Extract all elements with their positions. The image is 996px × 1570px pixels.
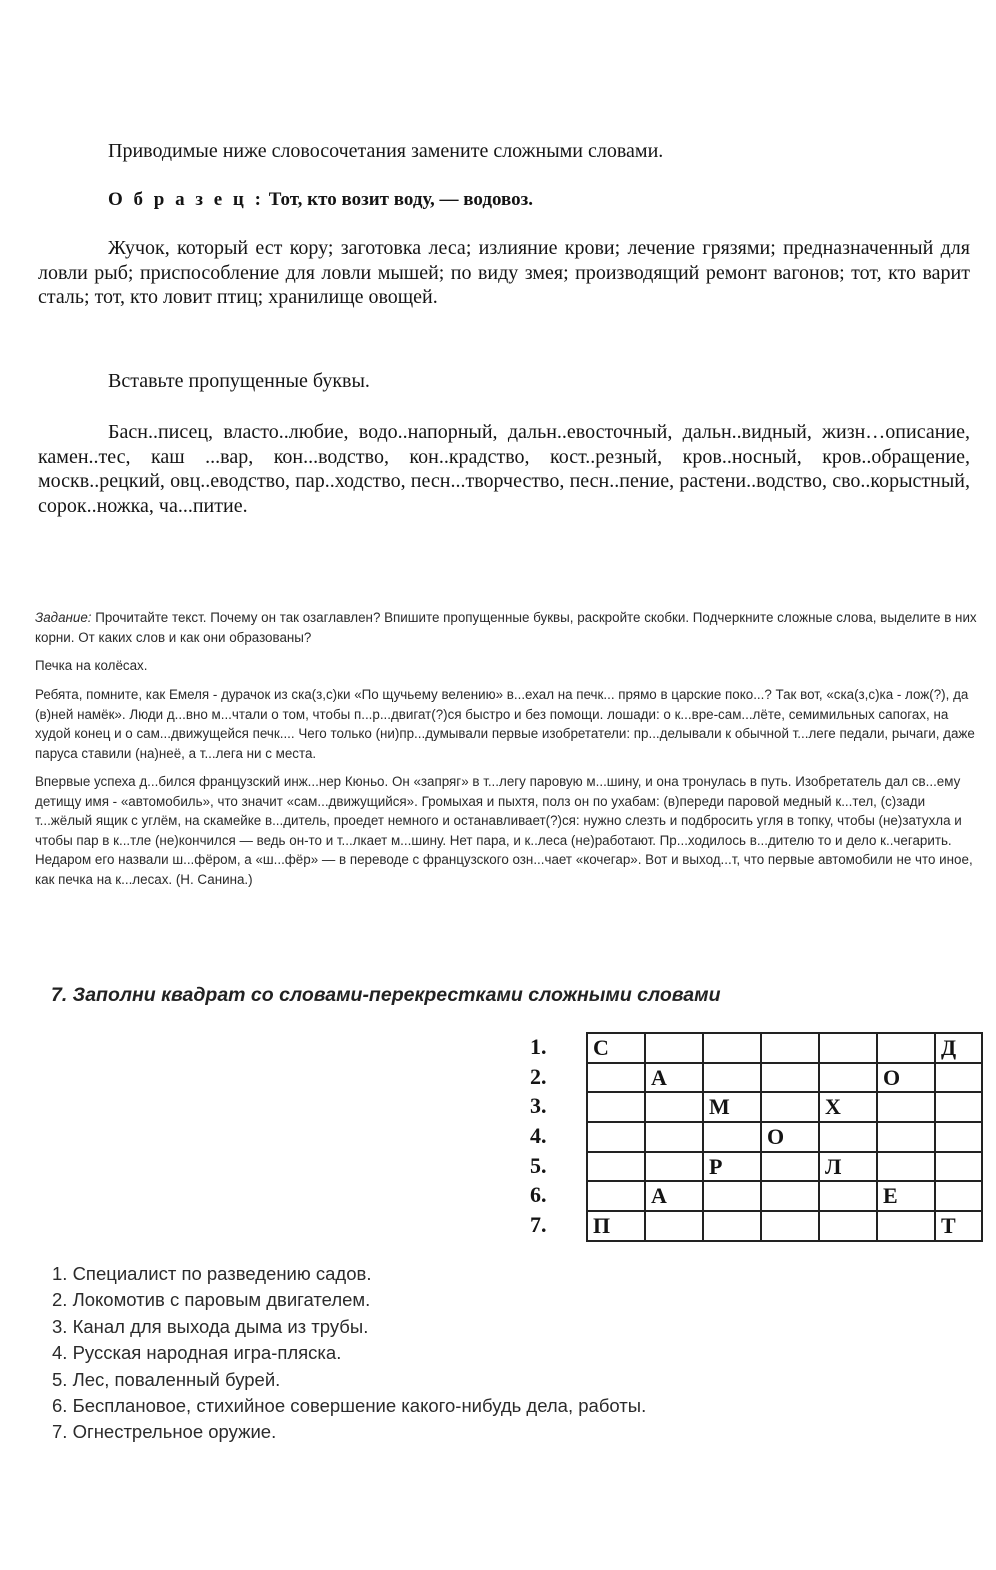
crossword-row [587,1181,982,1211]
task1-example [108,189,533,211]
crossword-cell[interactable] [645,1152,703,1182]
crossword-cell[interactable] [819,1181,877,1211]
crossword-cell[interactable]: Л [819,1152,877,1182]
row-number: 2. [530,1063,547,1089]
clue-item: 5. Лес, поваленный бурей. [52,1368,281,1390]
crossword-cell[interactable] [587,1122,645,1152]
crossword-cell[interactable] [587,1092,645,1122]
crossword-cell[interactable] [935,1122,982,1152]
crossword-cell[interactable] [819,1033,877,1063]
crossword-cell[interactable] [935,1152,982,1182]
example-label: О б р а з е ц : [108,189,264,210]
task1-text: Жучок, который ест кору; заготовка леса; излияние крови; лечение грязями; предназначенный для ловли рыб; приспособление для ловли мышей; по виду змея; производящий ремонт вагонов; тот, кто варит сталь; тот, кто ловит птиц; хранилище овощей. [38,237,970,308]
row-number: 6. [530,1182,547,1208]
crossword-cell[interactable] [703,1033,761,1063]
crossword-cell[interactable]: А [645,1181,703,1211]
crossword-cell[interactable] [877,1092,935,1122]
crossword-cell[interactable]: О [761,1122,819,1152]
row-number: 3. [530,1093,547,1119]
crossword-cell[interactable] [761,1181,819,1211]
clue-item: 7. Огнестрельное оружие. [52,1421,277,1443]
crossword-cell[interactable] [877,1152,935,1182]
clue-item: 6. Бесплановое, стихийное совершение какого-нибудь дела, работы. [52,1395,647,1417]
crossword-cell[interactable] [877,1122,935,1152]
crossword-cell[interactable] [587,1181,645,1211]
crossword-cell[interactable]: О [877,1063,935,1093]
crossword-cell[interactable]: П [587,1211,645,1241]
task3-text: Прочитайте текст. Почему он так озаглавлен? Впишите пропущенные буквы, раскройте скобки. Подчеркните сложные слова, выделите в них корни. От каких слов и как они образованы? [35,610,977,645]
row-number: 7. [530,1212,547,1238]
crossword-heading: 7. Заполни квадрат со словами-перекрестками сложными словами [51,984,721,1006]
story-paragraph-1: Ребята, помните, как Емеля - дурачок из ска(з,с)ки «По щучьему велению» в...ехал на печк... прямо в царские поко...? Так вот, «ска(з,с)ка - лож(?), да (в)ней намёк». Люди д...вно м...чтали о том, чтобы п...р...двигат(?)ся быстро и без помощи. лошади: о к...вре-сам...лёте, семимильных сапогах, на худой конец и о сам...движущейся печк.... Чего только (ни)пр...думывали первые изобретатели: пр...делывали к обычной т...леге педали, рычаги, даже паруса ставили (на)неё, а т...лега ни с места. [35,687,975,761]
crossword-cell[interactable]: Р [703,1152,761,1182]
crossword-cell[interactable] [761,1033,819,1063]
row-number: 5. [530,1152,547,1178]
crossword-cell[interactable] [761,1063,819,1093]
crossword-cell[interactable] [761,1092,819,1122]
crossword-row [587,1063,982,1093]
crossword-cell[interactable] [645,1211,703,1241]
crossword-cell[interactable] [819,1122,877,1152]
task2-text: Басн..писец, власто..любие, водо..напорный, дальн..евосточный, дальн..видный, жизн…описание, камен..тес, каш ...вар, кон...водство, кон..крадство, кост..резный, кров..носный, кров..обращение, москв..рецкий, овц..еводство, пар..ходство, песн...творчество, песн..пение, растени..водство, сво..корыстный, сорок..ножка, ча...питие. [38,421,970,517]
crossword-row [587,1033,982,1063]
crossword-cell[interactable] [877,1211,935,1241]
crossword-cell[interactable] [703,1122,761,1152]
crossword-grid [586,1032,983,1242]
row-numbers [530,1032,570,1240]
crossword-cell[interactable]: Х [819,1092,877,1122]
clue-item: 1. Специалист по разведению садов. [52,1263,372,1284]
example-text: Тот, кто возит воду, — водовоз. [268,189,534,210]
crossword-row [587,1092,982,1122]
crossword-row [587,1211,982,1241]
crossword-cell[interactable] [819,1063,877,1093]
crossword-cell[interactable] [935,1181,982,1211]
task1-instruction: Приводимые ниже словосочетания замените сложными словами. [108,140,664,162]
crossword-cell[interactable] [935,1092,982,1122]
crossword-cell[interactable] [645,1092,703,1122]
crossword-cell[interactable] [587,1152,645,1182]
task2-instruction: Вставьте пропущенные буквы. [108,370,370,392]
crossword-cell[interactable] [645,1033,703,1063]
crossword-cell[interactable]: С [587,1033,645,1063]
crossword-cell[interactable] [645,1122,703,1152]
crossword-cell[interactable] [703,1211,761,1241]
task3-instruction [35,608,985,647]
crossword-cell[interactable] [819,1211,877,1241]
clue-item: 2. Локомотив с паровым двигателем. [52,1289,371,1311]
crossword-cell[interactable]: Е [877,1181,935,1211]
crossword-row [587,1152,982,1182]
crossword-cell[interactable]: А [645,1063,703,1093]
crossword-cell[interactable]: М [703,1092,761,1122]
crossword-cell[interactable] [761,1152,819,1182]
crossword-row [587,1122,982,1152]
clue-item: 3. Канал для выхода дыма из трубы. [52,1315,369,1337]
row-number: 4. [530,1123,547,1149]
clue-list [52,1261,646,1446]
row-number: 1. [530,1034,547,1059]
story-title: Печка на колёсах. [35,658,148,673]
crossword-cell[interactable] [703,1063,761,1093]
crossword-cell[interactable] [935,1063,982,1093]
crossword-cell[interactable] [703,1181,761,1211]
crossword-cell[interactable] [587,1063,645,1093]
crossword-cell[interactable]: Д [935,1033,982,1063]
clue-item: 4. Русская народная игра-пляска. [52,1342,342,1364]
crossword-cell[interactable] [761,1211,819,1241]
crossword-cell[interactable] [877,1033,935,1063]
crossword-cell[interactable]: Т [935,1211,982,1241]
task3-label: Задание: [35,610,92,625]
story-paragraph-2: Впервые успеха д...бился французский инж...нер Кюньо. Он «запряг» в т...легу паровую м...шину, и она тронулась в путь. Изобретатель дал св...ему детищу имя - «автомобиль», что значит «сам...движущийся». Громыхая и пыхтя, полз он по ухабам: (в)переди паровой медный к...тел, (с)зади т...жёлый ящик с углём, на скамейке в...дитель, проедет немного и останавливает(?)ся: нужно слезть и подбросить угля в топку, чтобы (не)затухла и чтобы пар в к...тле (не)кончился — ведь он-то и т...лкает м...шину. Нет пара, и к..леса (не)работают. Пр...ходилось в...дителю то и дело к..чегарить. Недаром его назвали ш...фёром, а «ш...фёр» — в переводе с французского озн...чает «кочегар». Вот и выход...т, что первые автомобили не что иное, как печка на к...лесах. (Н. Санина.) [35,774,973,887]
